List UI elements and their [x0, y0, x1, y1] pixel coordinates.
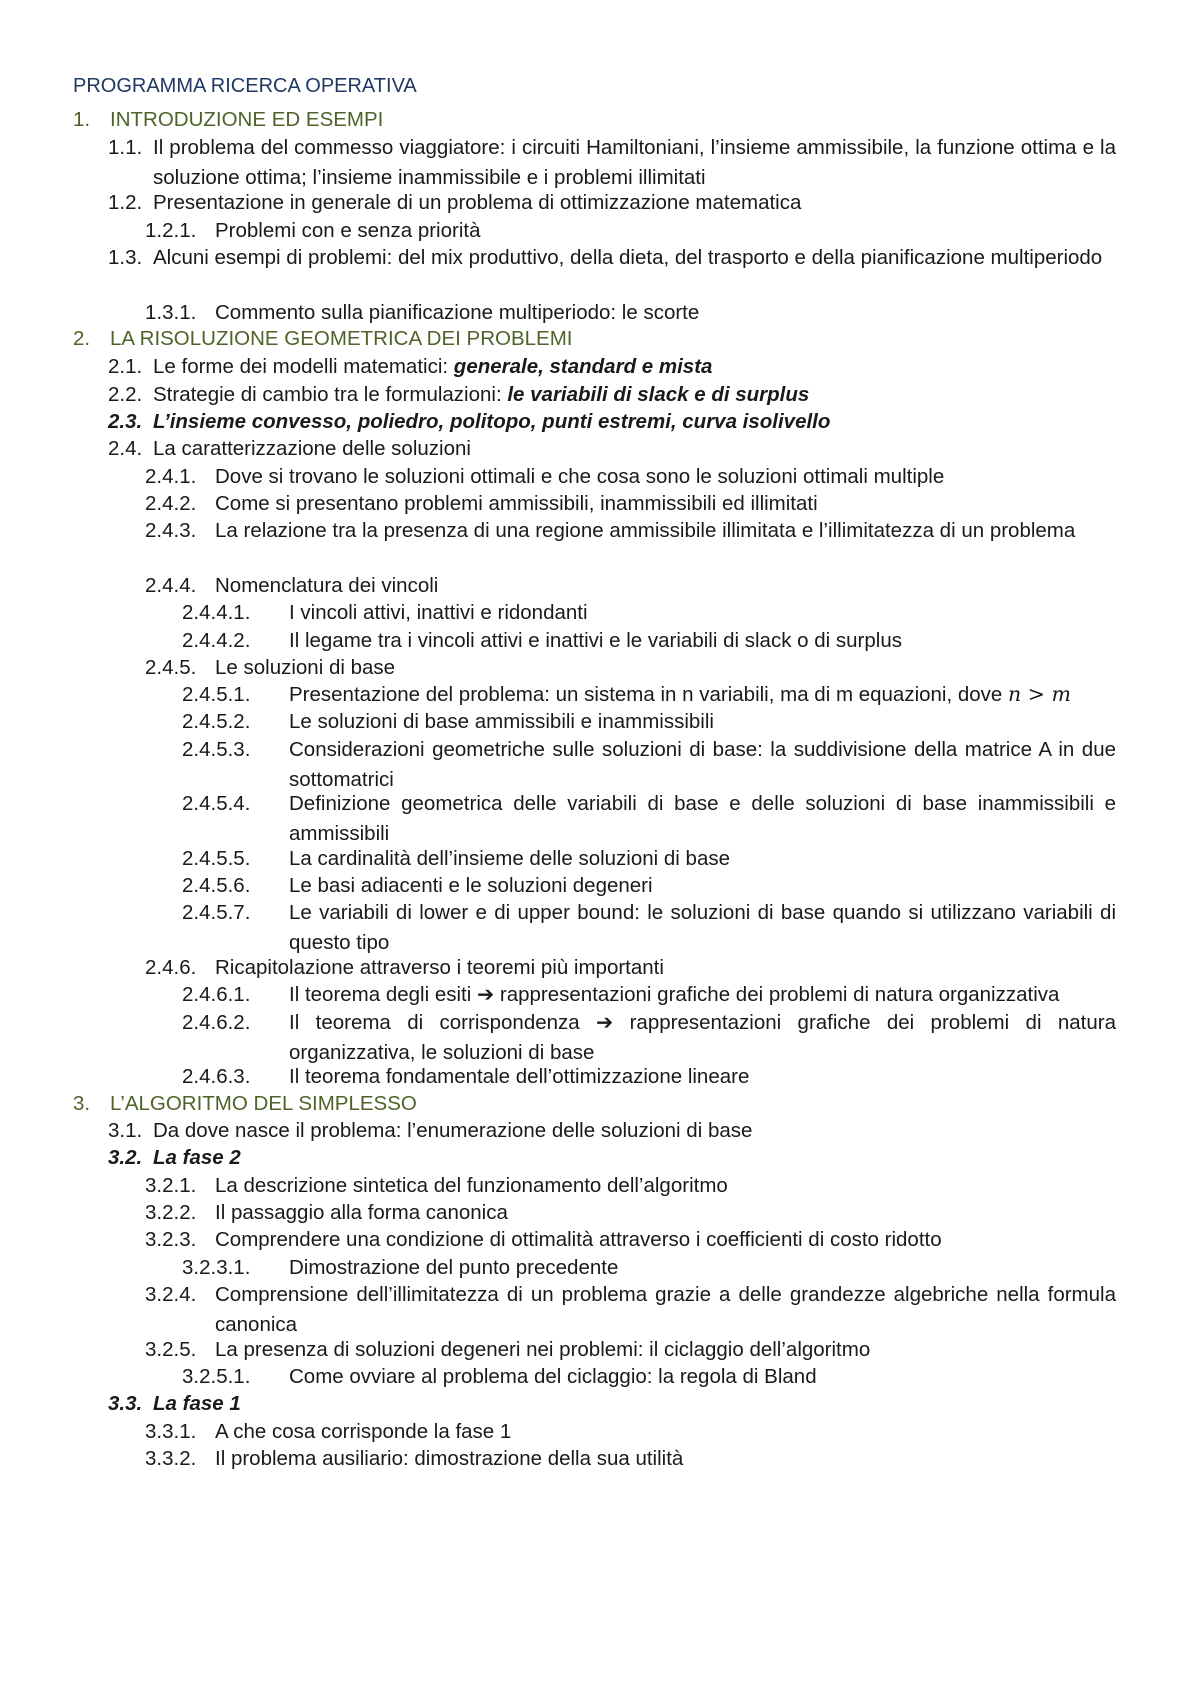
item-text: Le soluzioni di base ammissibili e inammissibili: [289, 710, 714, 733]
item-number: 3.2.3.1.: [182, 1256, 251, 1279]
item-text: La fase 2: [153, 1146, 241, 1169]
list-item-3-2-2: [145, 1198, 1116, 1228]
item-text: Dove si trovano le soluzioni ottimali e che cosa sono le soluzioni ottimali multiple: [215, 465, 945, 488]
item-text: [289, 980, 1116, 1010]
item-number: 1.3.: [108, 246, 143, 269]
item-text-plain: Il teorema di corrispondenza: [289, 1011, 597, 1034]
item-number: 1.2.: [108, 191, 143, 214]
item-number: 2.4.2.: [145, 492, 197, 515]
list-item-2-4-5-4: [182, 789, 1116, 848]
section-heading-2: [73, 324, 1116, 354]
item-number: 2.4.4.: [145, 574, 197, 597]
item-text: La descrizione sintetica del funzionamento dell’algoritmo: [215, 1174, 728, 1197]
list-item-3-2-4: [145, 1280, 1116, 1339]
list-item-3-2-1: [145, 1171, 1116, 1201]
item-text: Come si presentano problemi ammissibili, inammissibili ed illimitati: [215, 492, 818, 515]
item-number: 2.4.5.1.: [182, 683, 251, 706]
item-text: Alcuni esempi di problemi: del mix produttivo, della dieta, del trasporto e della pianificazione multiperiodo: [153, 246, 1103, 269]
list-item-3-2-5-1: [182, 1362, 1116, 1392]
section-number: 1.: [73, 108, 91, 131]
list-item-1-1: [108, 133, 1116, 192]
item-number: 1.1.: [108, 136, 143, 159]
section-number: 3.: [73, 1092, 91, 1115]
item-text-plain: Il teorema degli esiti: [289, 983, 478, 1006]
item-text: La relazione tra la presenza di una regione ammissibile illimitata e l’illimitatezza di un problema: [215, 519, 1076, 542]
item-text: Il passaggio alla forma canonica: [215, 1201, 508, 1224]
item-text: Il teorema fondamentale dell’ottimizzazione lineare: [289, 1065, 750, 1088]
list-item-2-4-6-2: [182, 1008, 1116, 1067]
item-number: 3.2.1.: [145, 1174, 197, 1197]
section-heading-1: [73, 105, 1116, 135]
list-item-2-4-5: [145, 653, 1116, 683]
item-text: Da dove nasce il problema: l’enumerazione delle soluzioni di base: [153, 1119, 753, 1142]
item-number: 2.4.5.: [145, 656, 197, 679]
item-number: 2.4.5.6.: [182, 874, 251, 897]
list-item-2-4-5-5: [182, 844, 1116, 874]
item-number: 3.2.4.: [145, 1283, 197, 1306]
list-item-2-4-4-1: [182, 598, 1116, 628]
item-text: La cardinalità dell’insieme delle soluzioni di base: [289, 847, 731, 870]
item-text: Problemi con e senza priorità: [215, 219, 481, 242]
item-number: 2.4.5.7.: [182, 901, 251, 924]
item-text: A che cosa corrisponde la fase 1: [215, 1420, 512, 1443]
item-text-emphasis: generale, standard e mista: [453, 355, 713, 378]
item-text: Comprendere una condizione di ottimalità attraverso i coefficienti di costo ridotto: [215, 1228, 942, 1251]
item-number: 2.4.: [108, 437, 143, 460]
item-text: Ricapitolazione attraverso i teoremi più importanti: [215, 956, 664, 979]
item-text: La caratterizzazione delle soluzioni: [153, 437, 471, 460]
item-number: 3.2.5.1.: [182, 1365, 251, 1388]
list-item-1-2: [108, 188, 1116, 218]
item-number: 1.2.1.: [145, 219, 197, 242]
list-item-2-4-5-7: [182, 898, 1116, 957]
item-number: 1.3.1.: [145, 301, 197, 324]
item-number: 2.4.6.3.: [182, 1065, 251, 1088]
list-item-2-4-4-2: [182, 626, 1116, 656]
item-number: 3.1.: [108, 1119, 143, 1142]
item-text-plain: rappresentazioni grafiche dei problemi di natura organizzativa: [494, 983, 1060, 1006]
list-item-2-4-3: [145, 516, 1116, 546]
item-text: Considerazioni geometriche sulle soluzioni di base: la suddivisione della matrice A in due sottomatrici: [289, 738, 1116, 791]
list-item-3-3-2: [145, 1444, 1116, 1474]
list-item-3-1: [108, 1116, 1116, 1146]
item-number: 3.2.5.: [145, 1338, 197, 1361]
right-arrow-icon: ➔: [596, 1010, 614, 1034]
item-text-plain: rappresentazioni grafiche dei problemi di natura organizzativa, le soluzioni di base: [289, 1011, 1116, 1064]
math-inequality: n > m: [1008, 682, 1071, 706]
item-text-plain: Presentazione del problema: un sistema in n variabili, ma di m equazioni, dove: [289, 683, 1009, 706]
item-text: L’insieme convesso, poliedro, politopo, punti estremi, curva isolivello: [153, 410, 831, 433]
item-number: 2.4.3.: [145, 519, 197, 542]
item-text: La fase 1: [153, 1392, 241, 1415]
list-item-3-3-1: [145, 1417, 1116, 1447]
item-number: 2.4.4.2.: [182, 629, 251, 652]
list-item-2-4-4: [145, 571, 1116, 601]
list-item-2-4-6: [145, 953, 1116, 983]
item-number: 2.3.: [108, 410, 143, 433]
item-number: 3.3.: [108, 1392, 143, 1415]
item-number: 2.4.6.1.: [182, 983, 251, 1006]
item-text: Il problema del commesso viaggiatore: i circuiti Hamiltoniani, l’insieme ammissibile, la funzione ottima e la soluzione ottima; l’insieme inammissibile e i problemi illimitati: [153, 136, 1116, 189]
list-item-2-4: [108, 434, 1116, 464]
item-number: 3.2.2.: [145, 1201, 197, 1224]
item-text: [289, 1008, 1116, 1067]
item-number: 3.2.: [108, 1146, 143, 1169]
list-item-2-4-6-3: [182, 1062, 1116, 1092]
item-text-emphasis: le variabili di slack e di surplus: [507, 383, 810, 406]
list-item-2-2: [108, 380, 1116, 410]
item-number: 3.2.3.: [145, 1228, 197, 1251]
list-item-1-2-1: [145, 216, 1116, 246]
item-text: Dimostrazione del punto precedente: [289, 1256, 619, 1279]
item-number: 2.4.1.: [145, 465, 197, 488]
item-number: 2.4.5.3.: [182, 738, 251, 761]
item-number: 2.2.: [108, 383, 143, 406]
list-item-2-4-5-6: [182, 871, 1116, 901]
list-item-1-3: [108, 243, 1116, 273]
item-number: 2.4.6.2.: [182, 1011, 251, 1034]
item-text: Presentazione in generale di un problema di ottimizzazione matematica: [153, 191, 802, 214]
list-item-2-4-2: [145, 489, 1116, 519]
list-item-3-3: [108, 1389, 1116, 1419]
list-item-2-3: [108, 407, 1116, 437]
item-text: I vincoli attivi, inattivi e ridondanti: [289, 601, 588, 624]
item-number: 3.3.1.: [145, 1420, 197, 1443]
item-text: Definizione geometrica delle variabili di base e delle soluzioni di base inammissibili e ammissibili: [289, 792, 1116, 845]
list-item-2-4-1: [145, 462, 1116, 492]
item-text: Le basi adiacenti e le soluzioni degeneri: [289, 874, 653, 897]
item-number: 2.1.: [108, 355, 143, 378]
item-text: La presenza di soluzioni degeneri nei problemi: il ciclaggio dell’algoritmo: [215, 1338, 871, 1361]
list-item-2-4-5-2: [182, 707, 1116, 737]
section-title: L’ALGORITMO DEL SIMPLESSO: [110, 1092, 417, 1115]
section-heading-3: [73, 1089, 1116, 1119]
item-number: 2.4.5.5.: [182, 847, 251, 870]
item-text: Le soluzioni di base: [215, 656, 396, 679]
item-number: 2.4.5.4.: [182, 792, 251, 815]
item-text: Nomenclatura dei vincoli: [215, 574, 439, 597]
item-text: Come ovviare al problema del ciclaggio: la regola di Bland: [289, 1365, 817, 1388]
item-number: 3.3.2.: [145, 1447, 197, 1470]
item-text: [153, 380, 1116, 410]
item-text: Comprensione dell’illimitatezza di un problema grazie a delle grandezze algebriche nella formula canonica: [215, 1283, 1116, 1336]
right-arrow-icon: ➔: [477, 982, 495, 1006]
section-number: 2.: [73, 327, 91, 350]
list-item-2-4-5-3: [182, 735, 1116, 794]
list-item-3-2-3-1: [182, 1253, 1116, 1283]
item-text: [153, 352, 1116, 382]
item-number: 2.4.6.: [145, 956, 197, 979]
item-number: 2.4.4.1.: [182, 601, 251, 624]
section-title: INTRODUZIONE ED ESEMPI: [110, 108, 384, 131]
page-title: PROGRAMMA RICERCA OPERATIVA: [73, 75, 417, 97]
list-item-3-2-3: [145, 1225, 1116, 1255]
item-text: [289, 680, 1116, 710]
item-text: Il problema ausiliario: dimostrazione della sua utilità: [215, 1447, 684, 1470]
item-text: Le variabili di lower e di upper bound: le soluzioni di base quando si utilizzano variabili di questo tipo: [289, 901, 1116, 954]
list-item-2-4-6-1: [182, 980, 1116, 1010]
list-item-2-4-5-1: [182, 680, 1116, 710]
item-text: Il legame tra i vincoli attivi e inattivi e le variabili di slack o di surplus: [289, 629, 902, 652]
item-text: Commento sulla pianificazione multiperiodo: le scorte: [215, 301, 700, 324]
section-title: LA RISOLUZIONE GEOMETRICA DEI PROBLEMI: [110, 327, 573, 350]
item-number: 2.4.5.2.: [182, 710, 251, 733]
list-item-2-1: [108, 352, 1116, 382]
item-text-plain: Strategie di cambio tra le formulazioni:: [153, 383, 508, 406]
list-item-3-2: [108, 1143, 1116, 1173]
list-item-3-2-5: [145, 1335, 1116, 1365]
item-text-plain: Le forme dei modelli matematici:: [153, 355, 454, 378]
